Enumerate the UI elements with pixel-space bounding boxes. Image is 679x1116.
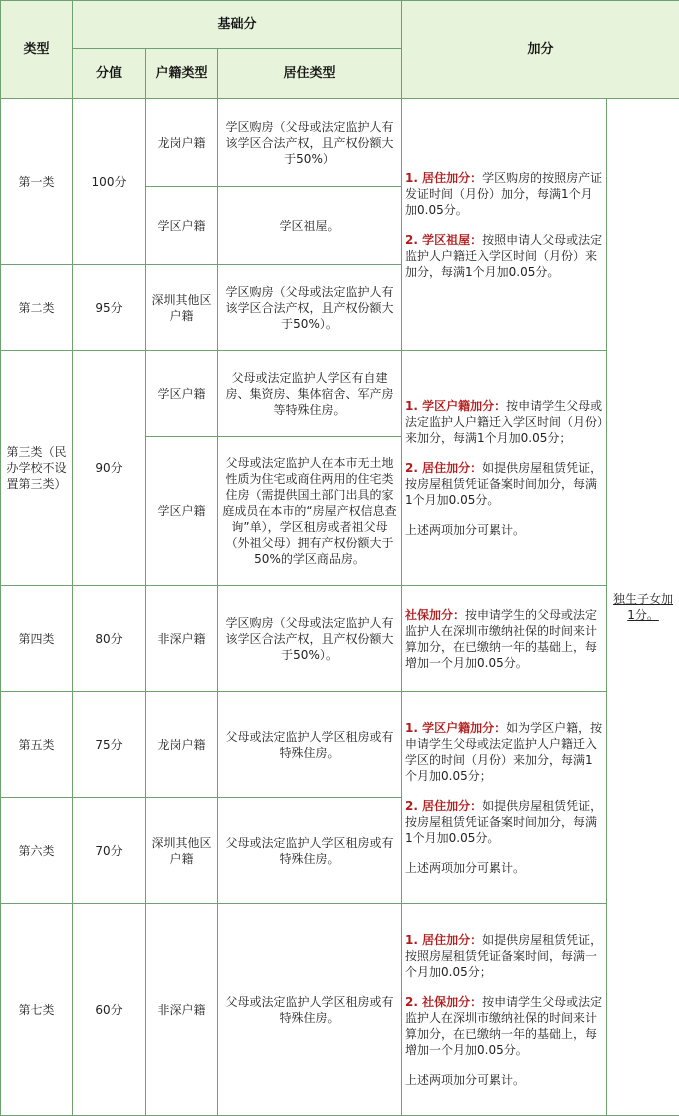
bonus-label: 2. 居住加分：: [405, 461, 483, 475]
hukou-cell: 深圳其他区户籍: [146, 265, 218, 351]
bonus-item: [405, 232, 603, 280]
hukou-cell: 学区户籍: [146, 187, 218, 265]
header-basic-score: 基础分: [73, 1, 402, 49]
score-cell: 95分: [73, 265, 146, 351]
score-cell: 70分: [73, 798, 146, 904]
score-cell: 100分: [73, 99, 146, 265]
category-cell: 第一类: [1, 99, 73, 265]
bonus-text: 按申请学生父母或法定监护人在深圳市缴纳社保的时间来计算加分，在已缴纳一年的基础上，每增加一个月加0.05分。: [405, 994, 603, 1057]
bonus-item: [405, 398, 603, 446]
bonus-text: 学区购房的按照房产证发证时间（月份）加分，每满1个月加0.05分。: [405, 170, 603, 217]
bonus-item: [405, 994, 603, 1058]
bonus-item: [405, 607, 603, 671]
bonus-text: 如提供房屋租赁凭证，按照房屋租赁凭证备案时间，每满一个月加0.05分；: [405, 932, 603, 979]
category-cell: 第二类: [1, 265, 73, 351]
residence-cell: 父母或法定监护人学区租房或有特殊住房。: [218, 904, 402, 1116]
hukou-cell: 非深户籍: [146, 586, 218, 692]
bonus-item: [405, 932, 603, 980]
header-score: 分值: [73, 49, 146, 99]
bonus-block-hukou-rent-2: [402, 692, 607, 904]
category-cell: 第四类: [1, 586, 73, 692]
hukou-cell: 龙岗户籍: [146, 692, 218, 798]
bonus-note: 上述两项加分可累计。: [405, 523, 526, 537]
hukou-cell: 非深户籍: [146, 904, 218, 1116]
hukou-cell: 学区户籍: [146, 437, 218, 586]
score-cell: 60分: [73, 904, 146, 1116]
bonus-label: 社保加分：: [405, 607, 466, 622]
bonus-text: 按申请学生父母或法定监护人户籍迁入学区时间（月份）来加分，每满1个月加0.05分；: [405, 399, 604, 445]
bonus-item: [405, 798, 603, 846]
category-cell: 第三类（民办学校不设置第三类）: [1, 351, 73, 586]
bonus-block-social-insurance: [402, 586, 607, 692]
bonus-block-hukou-rent: [402, 351, 607, 586]
only-child-bonus: 独生子女加1分。: [613, 592, 674, 622]
score-cell: 80分: [73, 586, 146, 692]
category-cell: 第七类: [1, 904, 73, 1116]
category-cell: 第六类: [1, 798, 73, 904]
hukou-cell: 学区户籍: [146, 351, 218, 437]
bonus-label: 2. 学区祖屋：: [405, 232, 483, 247]
bonus-text: 如提供房屋租赁凭证，按房屋租赁凭证备案时间加分，每满1个月加0.05分。: [405, 461, 603, 507]
bonus-note: 上述两项加分可累计。: [405, 1072, 526, 1087]
bonus-label: 1. 学区户籍加分：: [405, 720, 507, 735]
bonus-text: 按申请学生的父母或法定监护人在深圳市缴纳社保的时间来计算加分，在已缴纳一年的基础上，每增加一个月加0.05分。: [405, 607, 598, 670]
bonus-block-rent-social: [402, 904, 607, 1116]
bonus-item: [405, 720, 603, 784]
header-type: 类型: [1, 1, 73, 99]
bonus-label: 1. 居住加分：: [405, 932, 483, 947]
residence-cell: 学区购房（父母或法定监护人有该学区合法产权，且产权份额大于50%）。: [218, 586, 402, 692]
score-cell: 90分: [73, 351, 146, 586]
residence-cell: 学区祖屋。: [218, 187, 402, 265]
residence-cell: 学区购房（父母或法定监护人有该学区合法产权，且产权份额大于50%）。: [218, 265, 402, 351]
bonus-label: 1. 居住加分：: [405, 170, 483, 185]
bonus-label: 1. 学区户籍加分：: [405, 399, 507, 413]
hukou-cell: 龙岗户籍: [146, 99, 218, 187]
bonus-item: [405, 170, 603, 218]
bonus-text: 如提供房屋租赁凭证，按房屋租赁凭证备案时间加分，每满1个月加0.05分。: [405, 798, 603, 845]
residence-cell: 学区购房（父母或法定监护人有该学区合法产权，且产权份额大于50%）: [218, 99, 402, 187]
bonus-label: 2. 居住加分：: [405, 798, 483, 813]
bonus-label: 2. 社保加分：: [405, 994, 483, 1009]
header-bonus: 加分: [402, 1, 679, 99]
category-cell: 第五类: [1, 692, 73, 798]
header-residence-type: 居住类型: [218, 49, 402, 99]
bonus-text: 按照申请人父母或法定监护人户籍迁入学区时间（月份）来加分，每满1个月加0.05分。: [405, 232, 603, 279]
bonus-block-housing: [402, 99, 607, 351]
residence-cell: 父母或法定监护人学区租房或有特殊住房。: [218, 798, 402, 904]
score-cell: 75分: [73, 692, 146, 798]
hukou-cell: 深圳其他区户籍: [146, 798, 218, 904]
only-child-bonus-cell: [607, 99, 679, 1116]
residence-cell: 父母或法定监护人学区有自建房、集资房、集体宿舍、军产房等特殊住房。: [218, 351, 402, 437]
bonus-item: [405, 460, 603, 508]
bonus-note: 上述两项加分可累计。: [405, 860, 526, 875]
header-hukou-type: 户籍类型: [146, 49, 218, 99]
residence-cell: 父母或法定监护人在本市无土地性质为住宅或商住两用的住宅类住房（需提供国土部门出具的家庭成员在本市的“房屋产权信息查询”单），学区租房或者祖父母（外祖父母）拥有产权份额大于50%的学区商品房。: [218, 437, 402, 586]
bonus-text: 如为学区户籍，按申请学生父母或法定监护人户籍迁入学区的时间（月份）来加分，每满1个月加0.05分；: [405, 720, 603, 783]
residence-cell: 父母或法定监护人学区租房或有特殊住房。: [218, 692, 402, 798]
